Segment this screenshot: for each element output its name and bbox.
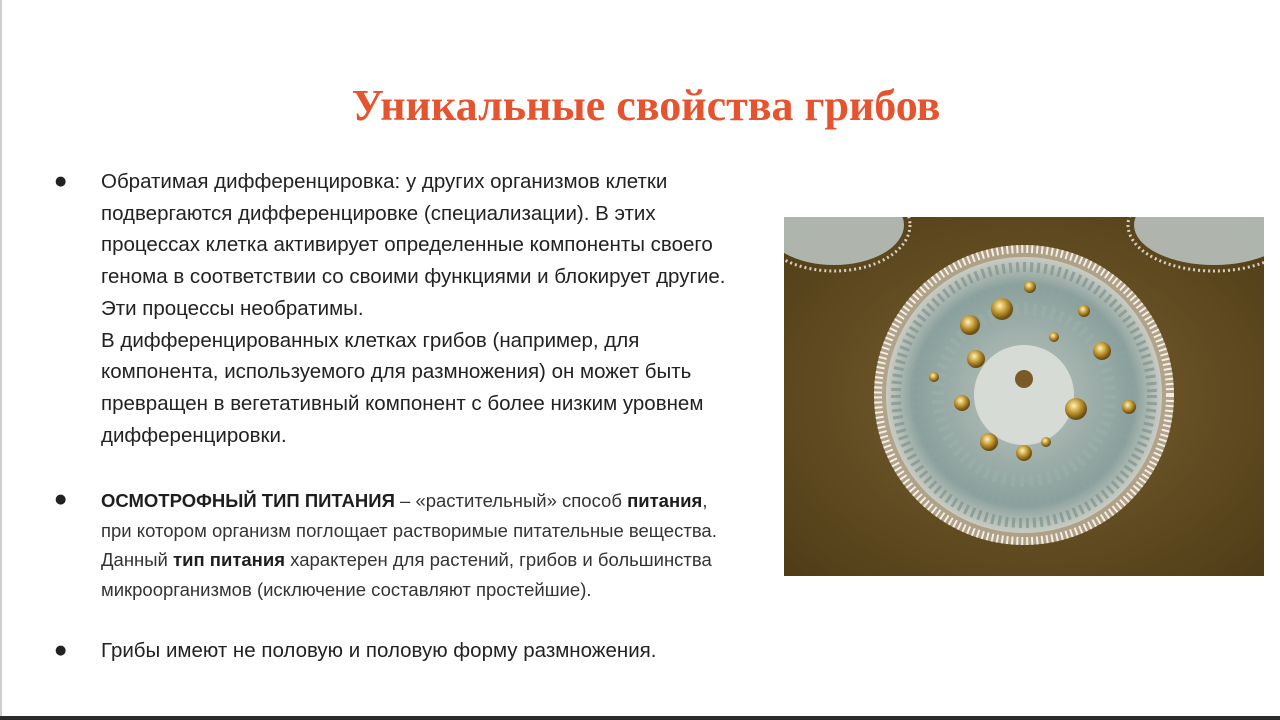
slide-title: Уникальные свойства грибов bbox=[351, 81, 941, 130]
bold-term: ОСМОТРОФНЫЙ ТИП ПИТАНИЯ bbox=[101, 490, 395, 511]
bullet-text: Обратимая дифференцировка: у других организмов клетки подвергаются дифференцировке (специализации). В этих процессах клетка активирует определенные компоненты своего генома в соответствии со своими функциями и блокирует другие. Эти процессы необратимы. bbox=[101, 170, 726, 320]
bullet-marker: ● bbox=[55, 174, 67, 189]
text-fragment: , при котором организм поглощает растворимые питательные вещества. Данный bbox=[101, 490, 717, 571]
bullet-item-reproduction bbox=[101, 635, 661, 667]
bullet-text: Грибы имеют не половую и половую форму размножения. bbox=[101, 639, 657, 662]
slide-bottom-border bbox=[0, 716, 1280, 720]
bold-term: питания bbox=[627, 490, 703, 511]
text-fragment: – «растительный» способ bbox=[394, 490, 628, 511]
bullet-text-continued: В дифференцированных клетках грибов (например, для компонента, используемого для размножения) он может быть превращен в вегетативный компонент с более низким уровнем дифференцировки. bbox=[101, 328, 704, 447]
bullet-marker: ● bbox=[55, 492, 67, 507]
fungal-colony-photo bbox=[784, 217, 1264, 576]
bold-term: тип питания bbox=[173, 549, 286, 571]
bullet-item-differentiation bbox=[101, 166, 741, 451]
bullet-item-nutrition bbox=[101, 486, 733, 604]
bullet-marker: ● bbox=[55, 643, 67, 658]
bullet-text bbox=[101, 486, 733, 604]
text-fragment: характерен для растений, грибов и большинства микроорганизмов (исключение составляют простейшие). bbox=[101, 549, 712, 600]
